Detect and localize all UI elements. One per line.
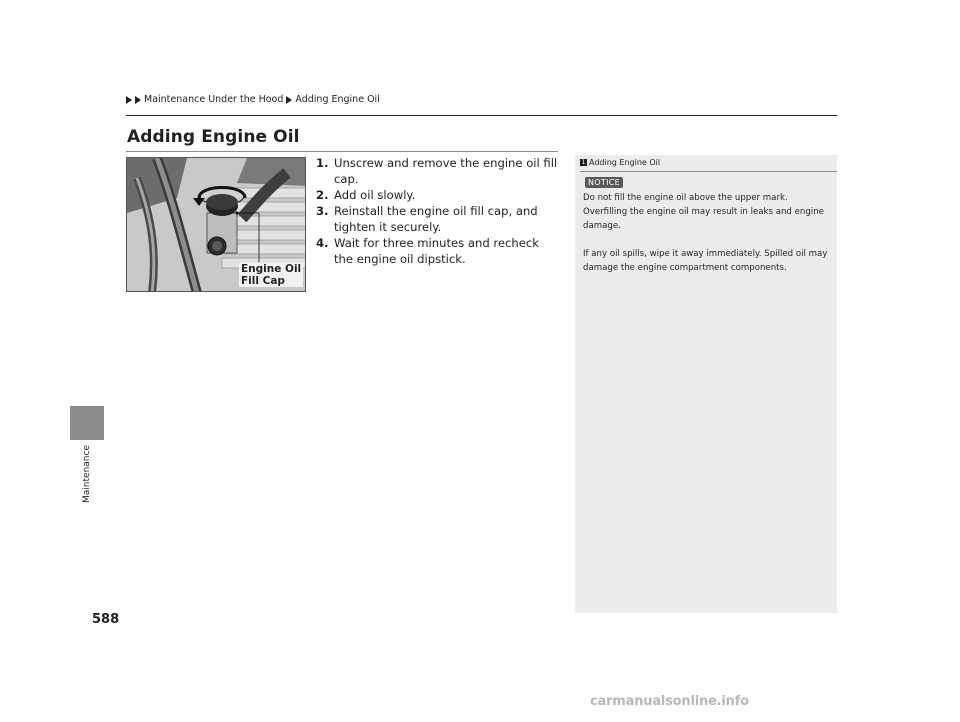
step-list [316, 155, 561, 267]
reference-marker-icon: 1 [581, 159, 586, 166]
step-number: 4. [316, 236, 329, 250]
page-title: Adding Engine Oil [127, 127, 300, 147]
page-number: 588 [92, 612, 120, 627]
header-divider [126, 115, 837, 116]
figure-label [239, 263, 303, 287]
step-number: 2. [316, 188, 329, 202]
arrow-right-icon [286, 96, 292, 104]
notes-heading-text: Adding Engine Oil [589, 158, 661, 167]
step-item [316, 203, 561, 235]
arrow-right-icon [126, 96, 132, 104]
step-number: 1. [316, 156, 329, 170]
step-item [316, 187, 561, 203]
notes-heading [580, 158, 660, 167]
notes-body [583, 191, 833, 289]
arrow-right-icon [135, 96, 141, 104]
step-text: Wait for three minutes and recheck the engine oil dipstick. [334, 236, 539, 266]
notes-paragraph: If any oil spills, wipe it away immediately. Spilled oil may damage the engine compartment components. [583, 249, 828, 273]
step-item [316, 155, 561, 187]
notes-paragraph: Do not fill the engine oil above the upper mark. Overfilling the engine oil may result in leaks and engine damage. [583, 193, 824, 231]
figure-label-line-1: Engine Oil [241, 263, 302, 275]
notice-badge: NOTICE [585, 177, 623, 188]
watermark: carmanualsonline.info [590, 694, 749, 709]
step-item [316, 235, 561, 267]
breadcrumb [126, 94, 380, 105]
step-text: Reinstall the engine oil fill cap, and tighten it securely. [334, 204, 538, 234]
section-tab-label: Maintenance [82, 445, 92, 503]
step-text: Add oil slowly. [334, 188, 416, 202]
notes-divider [580, 171, 837, 172]
breadcrumb-parent[interactable]: Maintenance Under the Hood [144, 94, 284, 105]
title-divider [126, 151, 558, 152]
breadcrumb-current: Adding Engine Oil [295, 94, 380, 105]
figure-label-line-2: Fill Cap [241, 275, 285, 287]
step-text: Unscrew and remove the engine oil fill cap. [334, 156, 558, 186]
step-number: 3. [316, 204, 329, 218]
section-tab-marker [70, 406, 104, 440]
section-tab[interactable] [70, 444, 104, 504]
